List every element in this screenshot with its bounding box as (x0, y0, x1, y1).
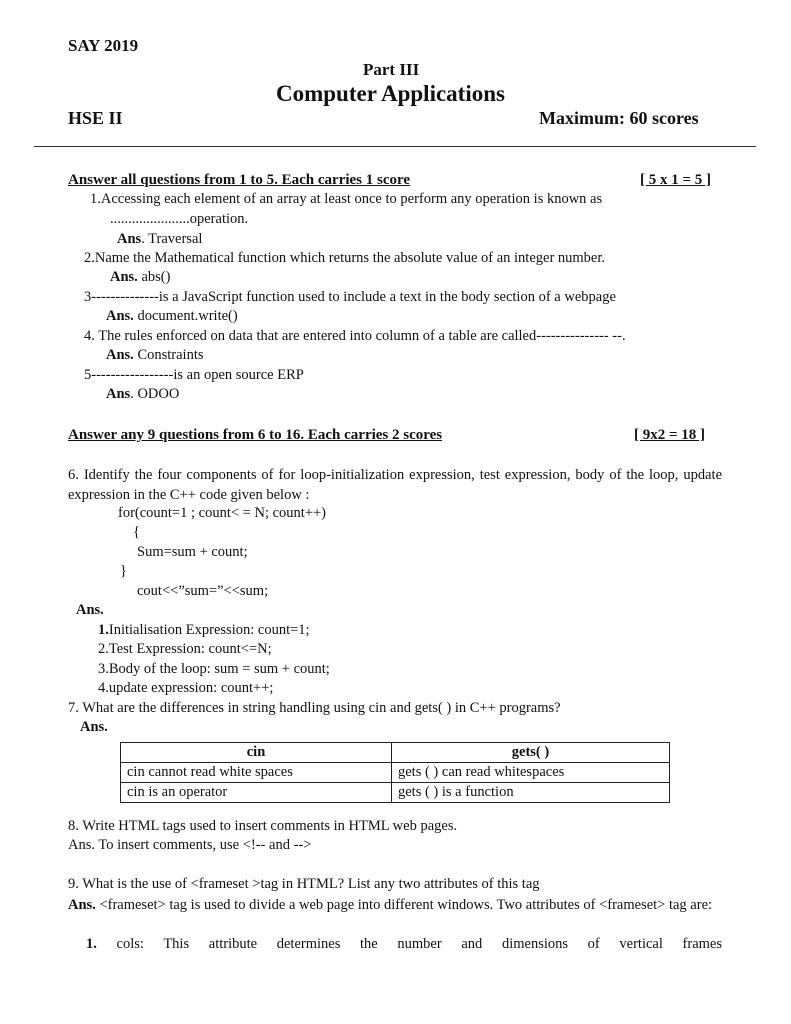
code-line: Sum=sum + count; (137, 544, 248, 560)
part-label: Part III (363, 60, 420, 79)
section2-marks: [ 9x2 = 18 ] (634, 427, 706, 443)
question-1-cont: ......................operation. (110, 211, 249, 227)
answer-8: Ans. To insert comments, use <!-- and --> (68, 837, 312, 853)
exam-label: SAY 2019 (68, 36, 139, 55)
question-5: 5-----------------is an open source ERP (84, 367, 304, 383)
answer-text: document.write() (133, 308, 238, 324)
answer-text: . ODOO (130, 386, 180, 402)
code-line: } (120, 563, 127, 579)
code-line: { (133, 524, 140, 540)
question-2: 2.Name the Mathematical function which returns the absolute value of an integer number. (84, 250, 606, 266)
answer-item-text: cols: This attribute determines the number and dimensions of vertical frames (96, 936, 722, 952)
answer-label: Ans. (80, 719, 108, 735)
answer-9 (68, 895, 722, 915)
answer-item (98, 622, 310, 639)
page-title: Computer Applications (276, 81, 505, 106)
table-cell: gets ( ) is a function (392, 783, 670, 803)
question-7: 7. What are the differences in string handling using cin and gets( ) in C++ programs? (68, 700, 561, 716)
table-header-row (121, 743, 670, 763)
table-cell: cin is an operator (121, 783, 392, 803)
question-9: 9. What is the use of <frameset >tag in HTML? List any two attributes of this tag (68, 876, 540, 892)
answer-item-number: 3. (98, 661, 109, 677)
section1-heading: Answer all questions from 1 to 5. Each carries 1 score (68, 172, 411, 188)
question-3: 3--------------is a JavaScript function used to include a text in the body section of a webpage (84, 289, 616, 305)
question-4: 4. The rules enforced on data that are entered into column of a table are called--------------- --. (84, 328, 626, 344)
answer-text: <frameset> tag is used to divide a web page into different windows. Two attributes of <frameset> tag are: (95, 897, 713, 913)
question-8: 8. Write HTML tags used to insert comments in HTML web pages. (68, 818, 458, 834)
answer-item (98, 641, 272, 658)
answer-item-text: Test Expression: count<=N; (108, 641, 272, 657)
header-divider (34, 146, 756, 147)
table-cell: cin cannot read white spaces (121, 763, 392, 783)
section1-marks: [ 5 x 1 = 5 ] (640, 172, 712, 188)
answer-item-text: Initialisation Expression: count=1; (108, 622, 310, 638)
answer-label: Ans (106, 386, 131, 402)
answer-label: Ans. (106, 347, 134, 363)
answer-2 (110, 269, 170, 286)
answer-text: . Traversal (141, 231, 203, 247)
table-header-cell: gets( ) (392, 743, 670, 763)
table-row (121, 763, 670, 783)
code-line: cout<<”sum=”<<sum; (137, 583, 269, 599)
answer-label: Ans. (110, 269, 138, 285)
answer-item-text: update expression: count++; (108, 680, 274, 696)
answer-9-item-1 (86, 934, 722, 954)
answer-label: Ans. (68, 897, 96, 913)
section2-heading: Answer any 9 questions from 6 to 16. Each carries 2 scores (68, 427, 443, 443)
table-cell: gets ( ) can read whitespaces (392, 763, 670, 783)
answer-item-text: Body of the loop: sum = sum + count; (108, 661, 330, 677)
answer-item-number: 2. (98, 641, 109, 657)
answer-1 (117, 231, 202, 248)
answer-item (98, 661, 330, 678)
answer-3 (106, 308, 238, 325)
answer-text: abs() (137, 269, 171, 285)
class-label: HSE II (68, 108, 123, 128)
table-header-cell: cin (121, 743, 392, 763)
answer-label: Ans (117, 231, 142, 247)
code-line: for(count=1 ; count< = N; count++) (118, 505, 326, 521)
answer-5 (106, 386, 179, 403)
max-score-label: Maximum: 60 scores (539, 108, 699, 128)
answer-label: Ans. (106, 308, 134, 324)
answer-item-number: 4. (98, 680, 109, 696)
answer-item (98, 680, 273, 697)
answer-item-number: 1. (86, 936, 97, 952)
question-1: 1.Accessing each element of an array at least once to perform any operation is known as (90, 191, 603, 207)
comparison-table (120, 742, 670, 803)
answer-text: Constraints (133, 347, 204, 363)
table-row (121, 783, 670, 803)
answer-label: Ans. (76, 602, 104, 618)
answer-item-number: 1. (98, 622, 109, 638)
answer-4 (106, 347, 204, 364)
question-6: 6. Identify the four components of for loop-initialization expression, test expression, body of the loop, update expression in the C++ code given below : (68, 467, 722, 503)
